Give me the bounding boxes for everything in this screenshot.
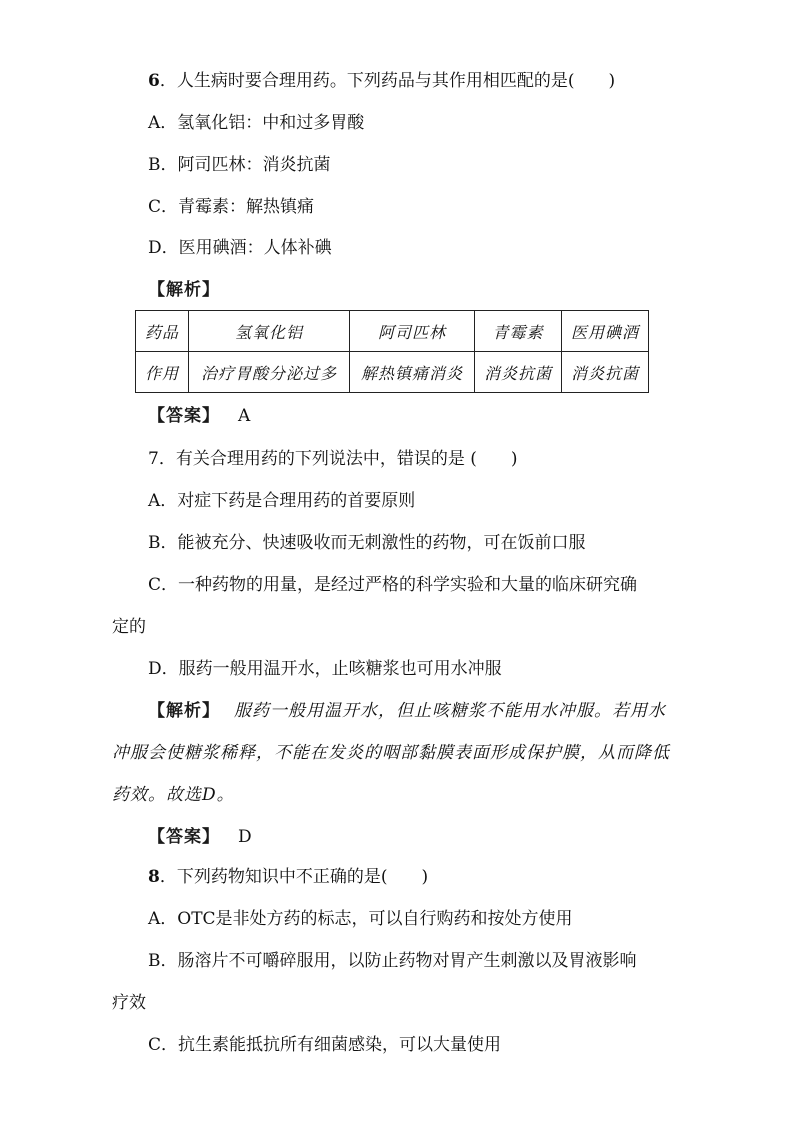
table-cell: 治疗胃酸分泌过多 bbox=[189, 352, 350, 393]
q6-drug-table bbox=[135, 310, 649, 393]
table-cell: 消炎抗菌 bbox=[475, 352, 562, 393]
q6-stem-text: ．人生病时要合理用药。下列药品与其作用相匹配的是( ) bbox=[159, 71, 616, 91]
q6-stem bbox=[148, 69, 698, 93]
q6-analysis-label bbox=[148, 278, 698, 302]
table-cell: 药品 bbox=[136, 311, 189, 352]
table-cell: 解热镇痛消炎 bbox=[350, 352, 475, 393]
q8-option-c: C．抗生素能抵抗所有细菌感染，可以大量使用 bbox=[148, 1035, 502, 1055]
q7-analysis-line1 bbox=[148, 699, 698, 723]
q6-option-b: B．阿司匹林：消炎抗菌 bbox=[148, 155, 331, 175]
q7-analysis-line3: 药效。故选D。 bbox=[112, 785, 235, 805]
q8-option-b-line1: B．肠溶片不可嚼碎服用，以防止药物对胃产生刺激以及胃液影响 bbox=[148, 951, 637, 971]
q7-answer-tag: 【答案】 bbox=[148, 827, 220, 847]
q6-option-d: D．医用碘酒：人体补碘 bbox=[148, 238, 332, 258]
q7-stem bbox=[148, 447, 698, 471]
table-row bbox=[136, 352, 649, 393]
q7-option-c-line1: C．一种药物的用量，是经过严格的科学实验和大量的临床研究确 bbox=[148, 575, 638, 595]
table-cell: 消炎抗菌 bbox=[562, 352, 649, 393]
q8-stem-text: ．下列药物知识中不正确的是( ) bbox=[159, 867, 429, 887]
q7-analysis-line2: 冲服会使糖浆稀释，不能在发炎的咽部黏膜表面形成保护膜，从而降低 bbox=[112, 743, 670, 763]
q7-option-a: A．对症下药是合理用药的首要原则 bbox=[148, 491, 416, 511]
q6-answer-value: A bbox=[238, 406, 251, 426]
q7-stem-text: ．有关合理用药的下列说法中，错误的是 ( ) bbox=[158, 449, 518, 469]
q7-answer bbox=[148, 825, 698, 849]
q7-analysis-tag: 【解析】 bbox=[148, 701, 220, 721]
q7-option-d: D．服药一般用温开水，止咳糖浆也可用水冲服 bbox=[148, 659, 502, 679]
q8-stem bbox=[148, 865, 698, 889]
table-cell: 医用碘酒 bbox=[562, 311, 649, 352]
q6-answer-tag: 【答案】 bbox=[148, 406, 220, 426]
table-row bbox=[136, 311, 649, 352]
q7-option-b: B．能被充分、快速吸收而无刺激性的药物，可在饭前口服 bbox=[148, 533, 586, 553]
table-cell: 氢氧化铝 bbox=[189, 311, 350, 352]
table-cell: 青霉素 bbox=[475, 311, 562, 352]
q6-answer bbox=[148, 404, 698, 428]
q8-number: 8 bbox=[148, 867, 160, 887]
q8-option-a: A．OTC是非处方药的标志，可以自行购药和按处方使用 bbox=[148, 909, 573, 929]
q7-answer-value: D bbox=[238, 827, 252, 847]
q6-number: 6 bbox=[148, 71, 160, 91]
q6-analysis-tag: 【解析】 bbox=[148, 280, 220, 300]
q7-option-c-line2: 定的 bbox=[112, 617, 146, 637]
q7-analysis-text: 服药一般用温开水，但止咳糖浆不能用水冲服。若用水 bbox=[234, 701, 666, 721]
q6-option-a: A．氢氧化铝：中和过多胃酸 bbox=[148, 113, 365, 133]
q7-number: 7 bbox=[148, 449, 159, 469]
q6-option-c: C．青霉素：解热镇痛 bbox=[148, 197, 315, 217]
table-cell: 阿司匹林 bbox=[350, 311, 475, 352]
table-cell: 作用 bbox=[136, 352, 189, 393]
q8-option-b-line2: 疗效 bbox=[112, 993, 146, 1013]
